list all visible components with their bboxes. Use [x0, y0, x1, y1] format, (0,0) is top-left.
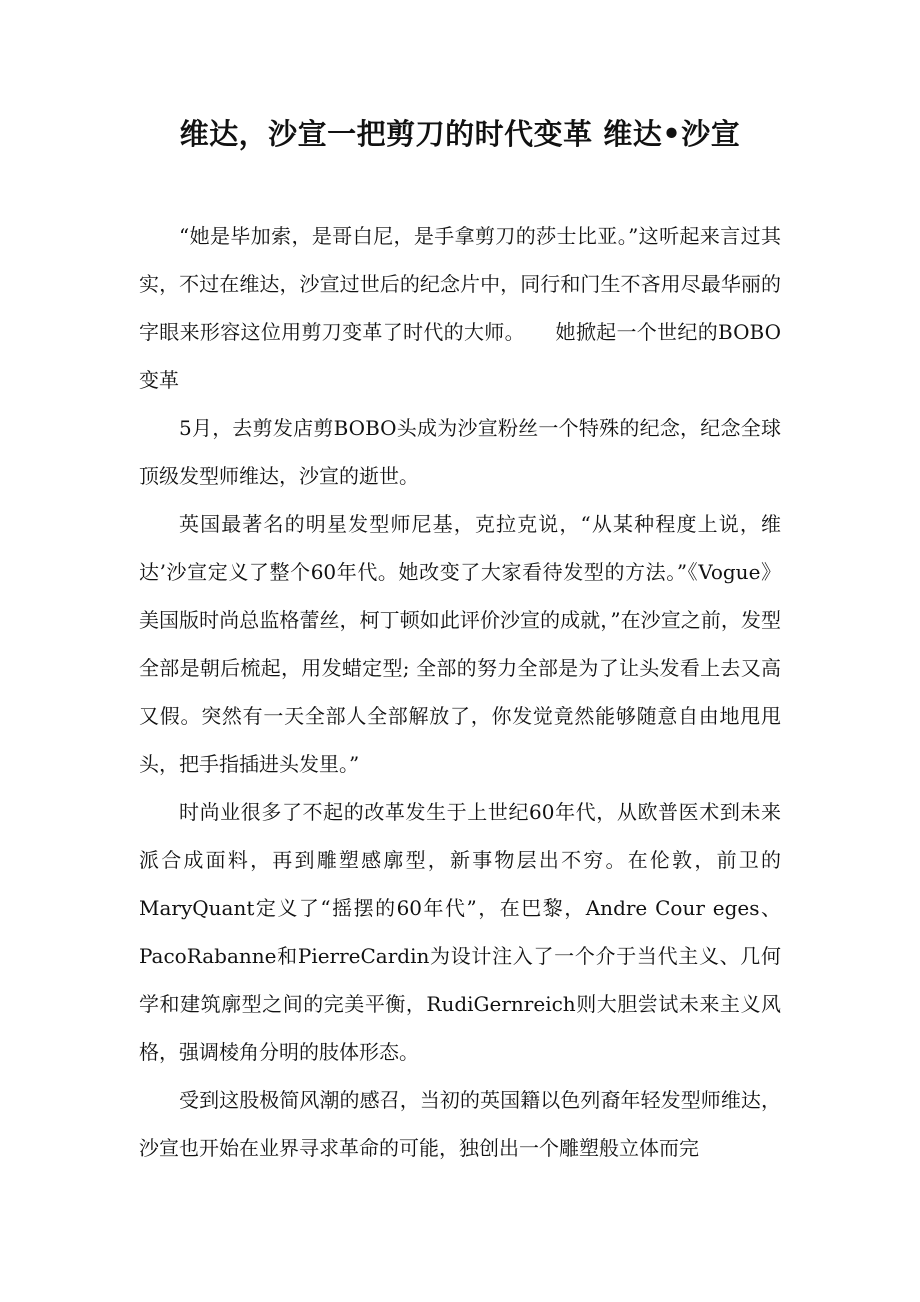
paragraph-1: “她是毕加索，是哥白尼，是手拿剪刀的莎士比亚。”这听起来言过其实，不过在维达，沙宣过世后的纪念片中，同行和门生不吝用尽最华丽的字眼来形容这位用剪刀变革了时代的大师。 她掀起一个世纪的BOBO变革 [139, 224, 781, 392]
document-title: 维达，沙宣一把剪刀的时代变革 维达•沙宣 [179, 117, 741, 151]
paragraph-2: 5月，去剪发店剪BOBO头成为沙宣粉丝一个特殊的纪念，纪念全球顶级发型师维达，沙宣的逝世。 [139, 416, 781, 488]
document-body [139, 212, 781, 1172]
paragraph-5: 受到这股极简风潮的感召，当初的英国籍以色列裔年轻发型师维达，沙宣也开始在业界寻求革命的可能，独创出一个雕塑般立体而完 [139, 1088, 781, 1160]
paragraph-3: 英国最著名的明星发型师尼基，克拉克说，“从某种程度上说，维达’沙宣定义了整个60年代。她改变了大家看待发型的方法。”《Vogue》美国版时尚总监格蕾丝，柯丁顿如此评价沙宣的成就，”在沙宣之前，发型全部是朝后梳起，用发蜡定型; 全部的努力全部是为了让头发看上去又高又假。突然有一天全部人全部解放了，你发觉竟然能够随意自由地甩甩头，把手指插进头发里。” [139, 512, 781, 776]
paragraph-4: 时尚业很多了不起的改革发生于上世纪60年代，从欧普医术到未来派合成面料，再到雕塑感廓型，新事物层出不穷。在伦敦，前卫的MaryQuant定义了“摇摆的60年代”，在巴黎，Andre Cour eges、PacoRabanne和PierreCardin为设计注入了一个介于当代主义、几何学和建筑廓型之间的完美平衡，RudiGernreich则大胆尝试未来主义风格，强调棱角分明的肢体形态。 [139, 800, 781, 1064]
